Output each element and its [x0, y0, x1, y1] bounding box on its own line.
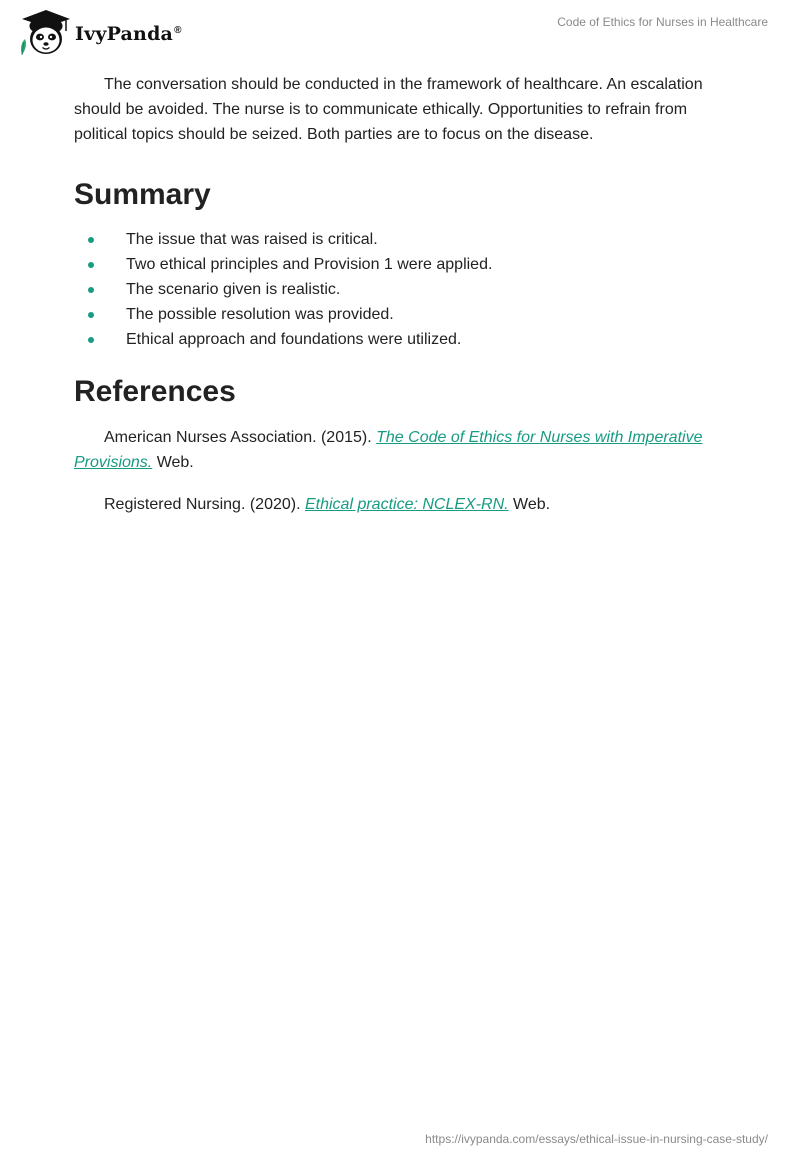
reference-suffix: Web. — [152, 454, 194, 471]
document-title: Code of Ethics for Nurses in Healthcare — [557, 15, 768, 29]
references-list — [74, 425, 734, 517]
list-item: The scenario given is realistic. — [74, 277, 734, 302]
bullet-icon — [88, 237, 94, 243]
reference-entry — [74, 425, 734, 475]
reference-prefix: American Nurses Association. (2015). — [104, 429, 377, 446]
reference-prefix: Registered Nursing. (2020). — [104, 496, 305, 513]
list-item: The issue that was raised is critical. — [74, 227, 734, 252]
list-item: Two ethical principles and Provision 1 were applied. — [74, 252, 734, 277]
bullet-icon — [88, 312, 94, 318]
essay-content — [74, 72, 734, 517]
list-item: The possible resolution was provided. — [74, 302, 734, 327]
bullet-icon — [88, 262, 94, 268]
brand-name: IvyPanda® — [75, 23, 182, 45]
panda-graduate-icon — [16, 9, 72, 57]
registered-mark: ® — [174, 24, 182, 36]
summary-heading: Summary — [74, 178, 211, 211]
reference-suffix: Web. — [508, 496, 551, 513]
ivypanda-logo[interactable] — [16, 9, 182, 57]
list-item: Ethical approach and foundations were utilized. — [74, 327, 734, 352]
bullet-icon — [88, 337, 94, 343]
references-heading: References — [74, 375, 236, 408]
intro-paragraph: The conversation should be conducted in the framework of healthcare. An escalation should be avoided. The nurse is to communicate ethically. Opportunities to refrain from political topics should be seized. Both parties are to focus on the disease. — [74, 76, 703, 143]
bullet-icon — [88, 287, 94, 293]
source-url[interactable]: https://ivypanda.com/essays/ethical-issue-in-nursing-case-study/ — [425, 1132, 768, 1146]
summary-list — [74, 227, 734, 352]
reference-entry — [74, 492, 734, 517]
reference-link[interactable]: The Code of Ethics for Nurses with Imperative Provisions. — [74, 429, 703, 471]
page-header — [0, 0, 800, 70]
reference-link[interactable]: Ethical practice: NCLEX-RN. — [304, 496, 509, 513]
